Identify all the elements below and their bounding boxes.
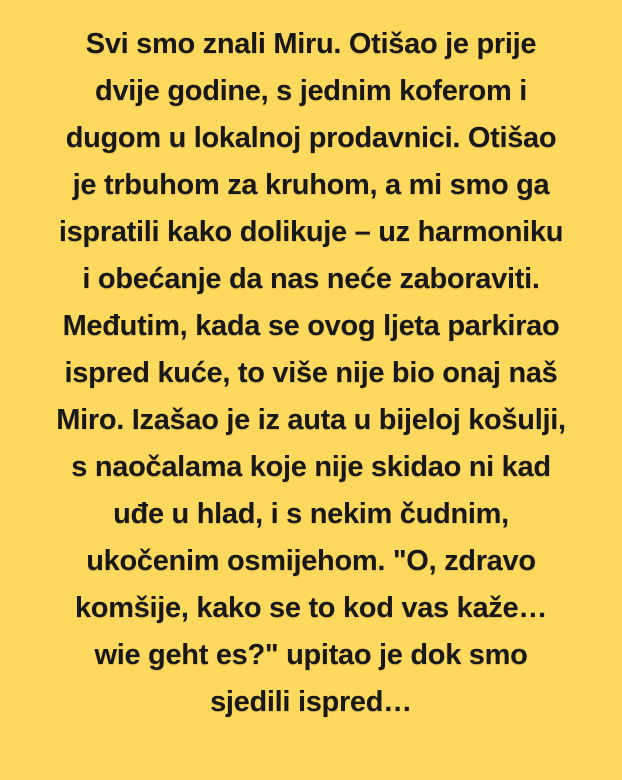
story-line: uđe u hlad, i s nekim čudnim, [113,498,509,530]
story-line: Miro. Izašao je iz auta u bijeloj košulji, [56,404,566,436]
story-line: ispratili kako dolikuje – uz harmoniku [58,216,564,248]
story-line: je trbuhom za kruhom, a mi smo ga [72,169,550,201]
story-line: ispred kuće, to više nije bio onaj naš [64,357,558,389]
story-line: Međutim, kada se ovog ljeta parkirao [62,310,560,342]
story-line: wie geht es?" upitao je dok smo [94,639,528,671]
story-line: Svi smo znali Miru. Otišao je prije [85,28,537,60]
story-line: komšije, kako se to kod vas kaže… [74,592,548,624]
story-line: sjedili ispred… [210,686,412,718]
story-line: dvije godine, s jednim koferom i [95,75,527,107]
story-line: i obećanje da nas neće zaboraviti. [82,263,540,295]
story-line: dugom u lokalnoj prodavnici. Otišao [65,122,557,154]
story-line: s naočalama koje nije skidao ni kad [71,451,551,483]
story-line: ukočenim osmijehom. "O, zdravo [86,545,536,577]
story-text [0,21,622,726]
